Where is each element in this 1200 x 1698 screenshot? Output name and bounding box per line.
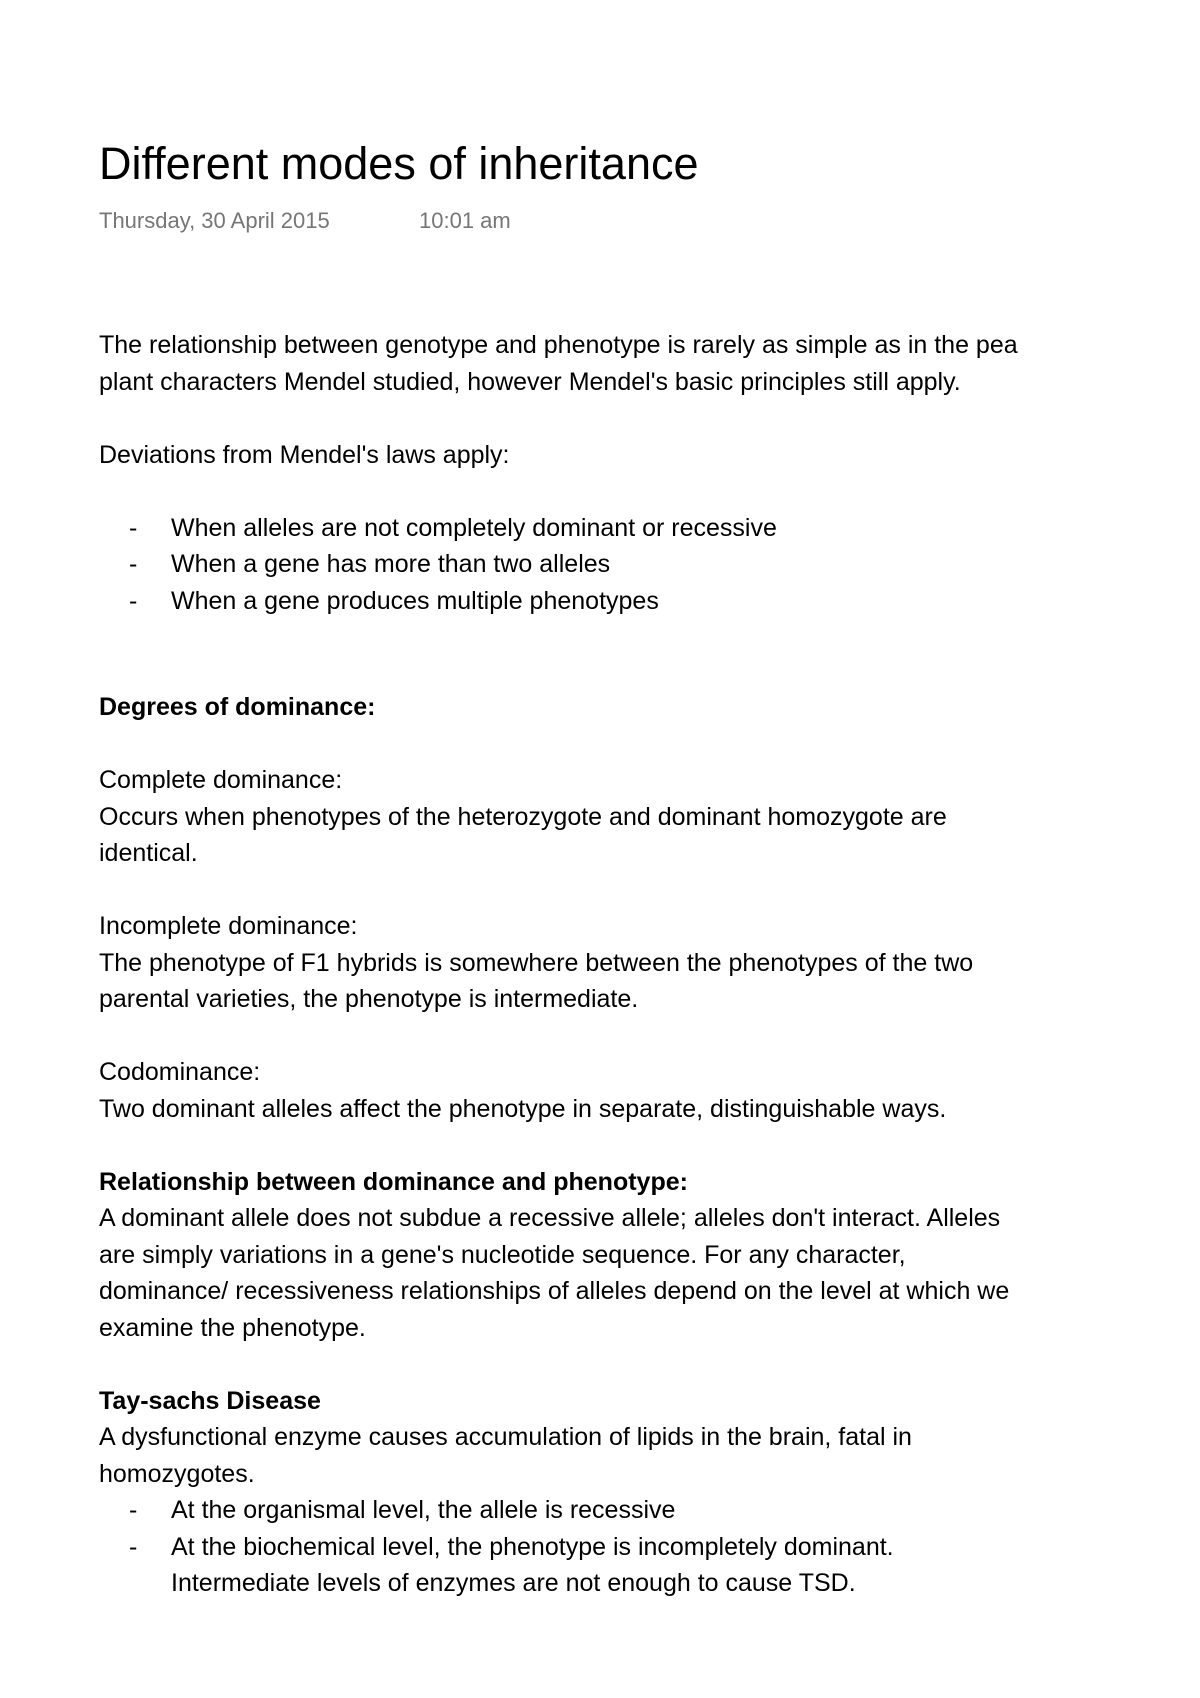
- relationship-text: A dominant allele does not subdue a recessive allele; alleles don't interact. Alleles: [99, 1204, 1001, 1232]
- list-item: - When a gene has more than two alleles: [99, 546, 1119, 583]
- incomplete-label: Incomplete dominance:: [99, 912, 358, 940]
- list-item: - At the biochemical level, the phenotype is incompletely dominant.: [99, 1529, 1119, 1566]
- complete-text: Occurs when phenotypes of the heterozygote and dominant homozygote are: [99, 802, 947, 831]
- relationship-text: dominance/ recessiveness relationships of alleles depend on the level at which we: [99, 1277, 1010, 1305]
- complete-label: Complete dominance:: [99, 766, 343, 794]
- deviations-list: [99, 510, 1119, 620]
- note-meta: [99, 207, 511, 235]
- incomplete-text: The phenotype of F1 hybrids is somewhere between the phenotypes of the two: [99, 948, 974, 977]
- dash-bullet: -: [129, 513, 138, 542]
- relationship-heading: Relationship between dominance and phenotype:: [99, 1167, 688, 1196]
- list-item: - When alleles are not completely dominant or recessive: [99, 510, 1119, 547]
- codominance-text: Two dominant alleles affect the phenotype in separate, distinguishable ways.: [99, 1094, 947, 1123]
- dash-bullet: -: [129, 550, 138, 578]
- dash-bullet: -: [129, 1532, 138, 1561]
- intro-line: The relationship between genotype and phenotype is rarely as simple as in the pea: [99, 331, 1018, 359]
- taysachs-text: homozygotes.: [99, 1459, 255, 1488]
- complete-text: identical.: [99, 839, 198, 867]
- list-item: - When a gene produces multiple phenotypes: [99, 583, 1119, 620]
- taysachs-text: A dysfunctional enzyme causes accumulation of lipids in the brain, fatal in: [99, 1423, 912, 1451]
- note-time: 10:01 am: [419, 208, 511, 233]
- taysachs-heading: Tay-sachs Disease: [99, 1386, 321, 1415]
- dash-bullet: -: [129, 1496, 138, 1524]
- note-body: [99, 327, 1119, 1602]
- taysachs-list: [99, 1492, 1119, 1602]
- page-title: Different modes of inheritance: [99, 138, 699, 189]
- incomplete-text: parental varieties, the phenotype is intermediate.: [99, 985, 639, 1013]
- list-item: - At the organismal level, the allele is recessive: [99, 1492, 1119, 1529]
- intro-line: plant characters Mendel studied, however Mendel's basic principles still apply.: [99, 367, 961, 396]
- codominance-label: Codominance:: [99, 1058, 261, 1086]
- deviations-heading: Deviations from Mendel's laws apply:: [99, 440, 510, 469]
- degrees-heading: Degrees of dominance:: [99, 693, 376, 721]
- relationship-text: examine the phenotype.: [99, 1313, 366, 1342]
- list-item-continuation: Intermediate levels of enzymes are not enough to cause TSD.: [171, 1569, 856, 1597]
- relationship-text: are simply variations in a gene's nucleotide sequence. For any character,: [99, 1240, 906, 1269]
- dash-bullet: -: [129, 586, 138, 615]
- note-date: Thursday, 30 April 2015: [99, 208, 330, 233]
